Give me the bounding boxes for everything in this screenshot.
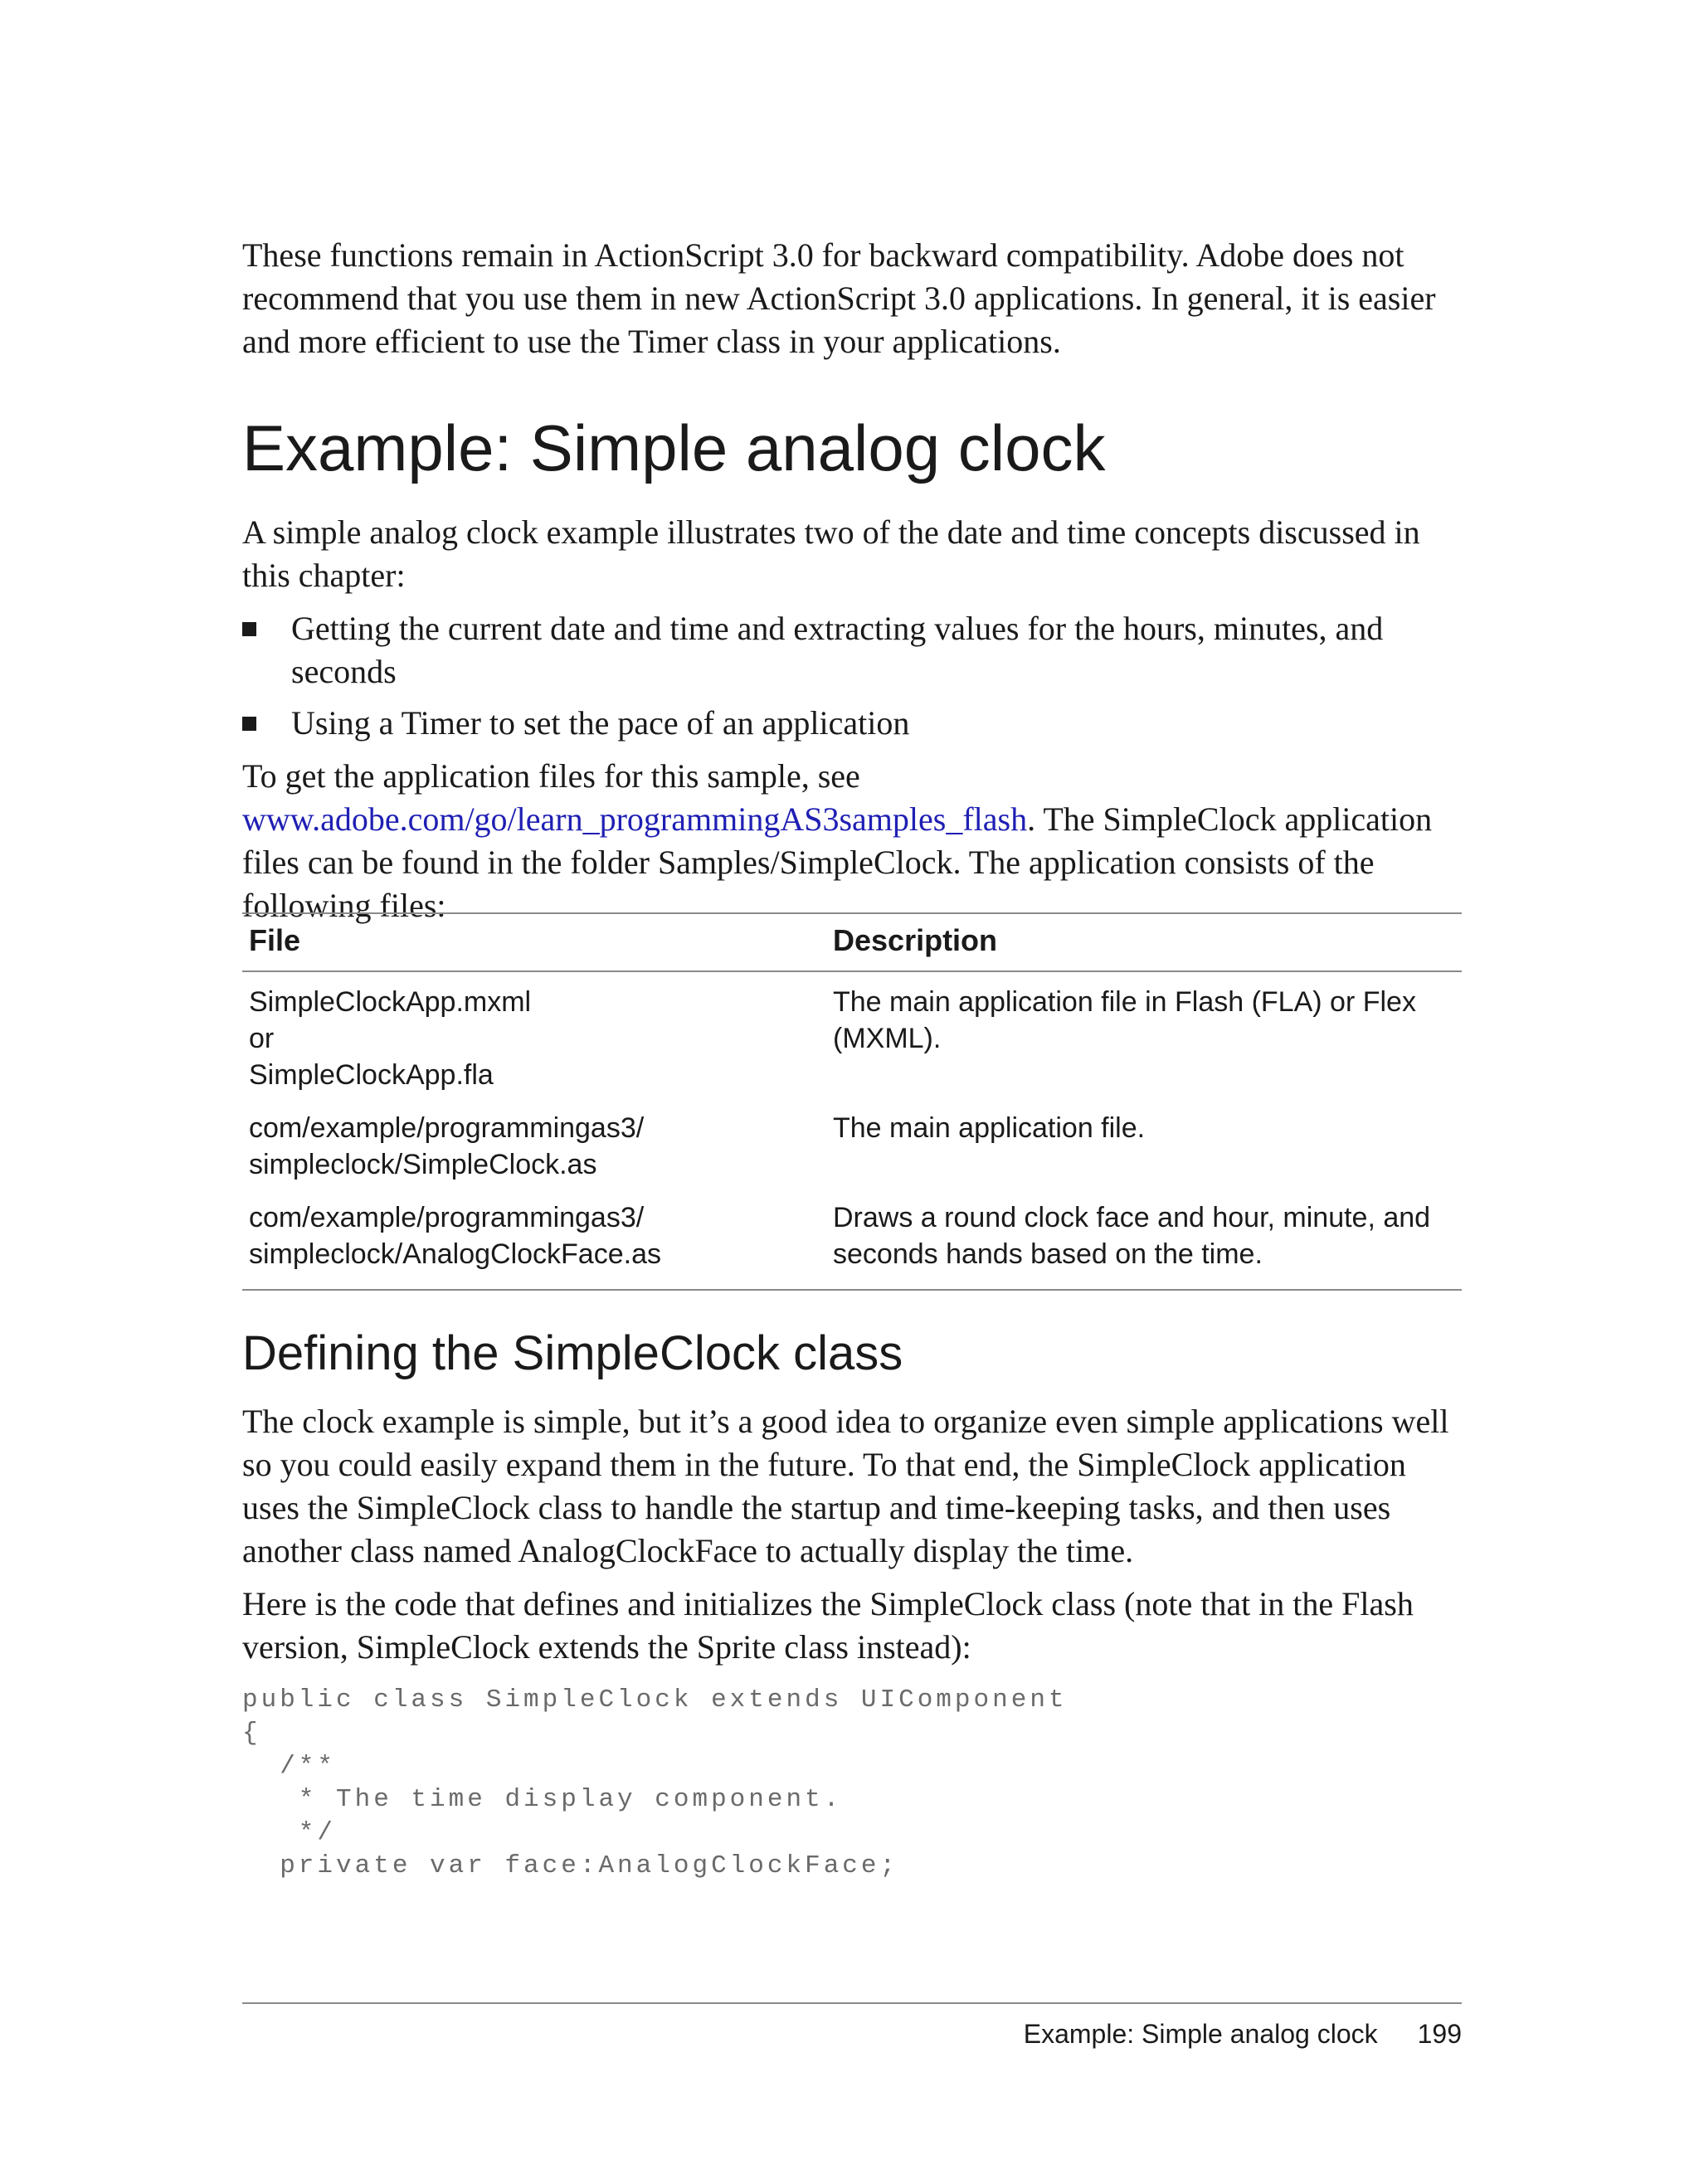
file-name-line: com/example/programmingas3/ [249, 1112, 645, 1144]
files-text-before: To get the application files for this sample, see [242, 757, 860, 795]
file-name-line: com/example/programmingas3/ [249, 1202, 645, 1233]
file-cell [242, 971, 826, 1110]
table-row [242, 1110, 1462, 1199]
page-footer [1024, 2017, 1462, 2050]
footer-section-title: Example: Simple analog clock [1023, 2019, 1378, 2049]
section-summary: A simple analog clock example illustrates two of the date and time concepts discussed in this chapter: [242, 513, 1420, 594]
square-bullet-icon [242, 717, 256, 731]
header-description: Description [826, 913, 1462, 971]
file-name-line: SimpleClockApp.mxml [249, 986, 532, 1018]
file-name-line: simpleclock/SimpleClock.as [249, 1149, 597, 1180]
description-cell: Draws a round clock face and hour, minute, and seconds hands based on the time. [833, 1202, 1431, 1270]
list-item [242, 607, 1462, 693]
samples-link[interactable]: www.adobe.com/go/learn_programmingAS3samples_flash [242, 800, 1028, 838]
file-cell [242, 1199, 826, 1290]
file-name-line: simpleclock/AnalogClockFace.as [249, 1238, 661, 1270]
code-listing: public class SimpleClock extends UIComponent { /** * The time display component. */ private var face:AnalogClockFace; [242, 1685, 1068, 1880]
description-cell: The main application file in Flash (FLA) or Flex (MXML). [833, 986, 1416, 1054]
subsection-title: Defining the SimpleClock class [242, 1326, 903, 1380]
subsection-paragraph-2: Here is the code that defines and initializes the SimpleClock class (note that in the Flash version, SimpleClock extends the Sprite class instead): [242, 1585, 1414, 1666]
table-header-row [242, 913, 1462, 971]
table-row [242, 1199, 1462, 1290]
file-name-line: SimpleClockApp.fla [249, 1059, 494, 1091]
files-text-after: . The SimpleClock application files can be found in the folder Samples/SimpleClock. The application consists of the following files: [242, 800, 1433, 924]
header-file: File [242, 913, 826, 971]
file-cell [242, 1110, 826, 1199]
footer-divider [242, 2002, 1462, 2004]
files-table [242, 912, 1462, 1291]
subsection-paragraph-1: The clock example is simple, but it’s a good idea to organize even simple applications well so you could easily expand them in the future. To that end, the SimpleClock application uses the SimpleClock class to handle the startup and time-keeping tasks, and then uses another class named AnalogClockFace to actually display the time. [242, 1403, 1449, 1569]
file-name-line: or [249, 1023, 275, 1054]
list-item-text: Using a Timer to set the pace of an application [291, 704, 910, 742]
section-title: Example: Simple analog clock [242, 411, 1106, 484]
intro-paragraph: These functions remain in ActionScript 3.0 for backward compatibility. Adobe does not recommend that you use them in new ActionScript 3.0 applications. In general, it is easier and more efficient to use the Timer class in your applications. [242, 236, 1436, 360]
table-row [242, 971, 1462, 1110]
concept-list [242, 607, 1462, 753]
list-item [242, 702, 1462, 745]
square-bullet-icon [242, 622, 256, 636]
description-cell: The main application file. [833, 1112, 1146, 1144]
files-paragraph [242, 755, 1462, 927]
page-number: 199 [1417, 2019, 1462, 2049]
list-item-text: Getting the current date and time and extracting values for the hours, minutes, and seconds [291, 610, 1384, 690]
document-page [242, 0, 1462, 2184]
